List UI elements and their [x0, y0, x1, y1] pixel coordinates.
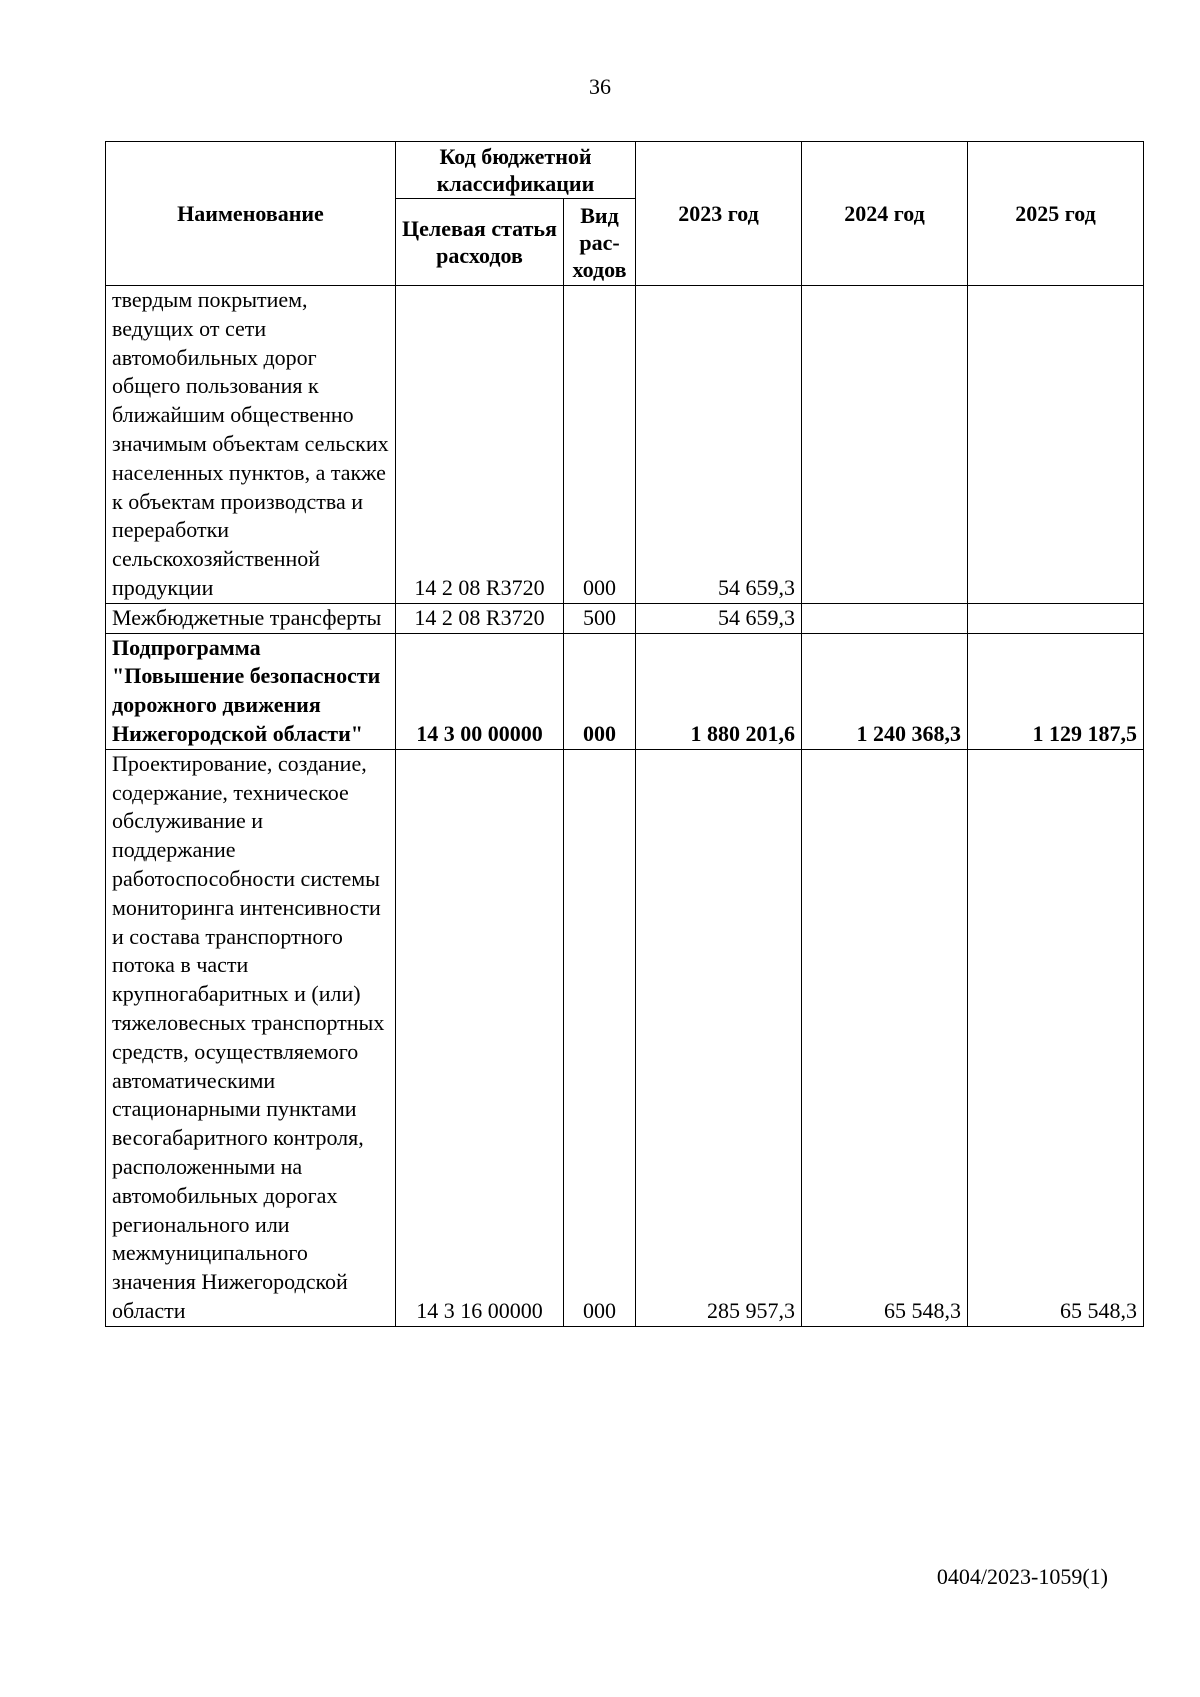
- document-code: 0404/2023-1059(1): [936, 1564, 1108, 1589]
- header-2025: 2025 год: [968, 142, 1144, 286]
- row-2025: 1 129 187,5: [968, 633, 1144, 749]
- row-2023: 285 957,3: [636, 749, 802, 1326]
- row-name: Подпрограмма "Повышение безопасности дорожного движения Нижегородской области": [106, 633, 396, 749]
- header-2024: 2024 год: [802, 142, 968, 286]
- header-target-article: Целевая статья расходов: [396, 199, 564, 286]
- table-row: [106, 603, 1144, 633]
- row-2023: 54 659,3: [636, 286, 802, 604]
- row-2025: [968, 603, 1144, 633]
- row-2024: 65 548,3: [802, 749, 968, 1326]
- row-name: Проектирование, создание, содержание, техническое обслуживание и поддержание работоспособности системы мониторинга интенсивности и состава транспортного потока в части крупногабаритных и (или) тяжеловесных транспортных средств, осуществляемого автоматическими стационарными пунктами весогабаритного контроля, расположенными на автомобильных дорогах регионального или межмуниципального значения Нижегородской области: [106, 749, 396, 1326]
- row-target-article: 14 3 16 00000: [396, 749, 564, 1326]
- row-2024: [802, 603, 968, 633]
- row-target-article: 14 2 08 R3720: [396, 286, 564, 604]
- budget-table: [105, 141, 1144, 1327]
- header-code-group: Код бюджетной классификации: [396, 142, 636, 199]
- header-expense-type: Вид рас-ходов: [564, 199, 636, 286]
- header-name: Наименование: [106, 142, 396, 286]
- row-target-article: 14 2 08 R3720: [396, 603, 564, 633]
- row-expense-type: 000: [564, 749, 636, 1326]
- table-row-subprogram: [106, 633, 1144, 749]
- row-name: Межбюджетные трансферты: [106, 603, 396, 633]
- header-2023: 2023 год: [636, 142, 802, 286]
- row-2023: 54 659,3: [636, 603, 802, 633]
- row-2025: 65 548,3: [968, 749, 1144, 1326]
- row-2024: [802, 286, 968, 604]
- row-target-article: 14 3 00 00000: [396, 633, 564, 749]
- table-row: [106, 286, 1144, 604]
- row-expense-type: 500: [564, 603, 636, 633]
- row-expense-type: 000: [564, 286, 636, 604]
- row-expense-type: 000: [564, 633, 636, 749]
- row-name: твердым покрытием, ведущих от сети автомобильных дорог общего пользования к ближайшим общественно значимым объектам сельских населенных пунктов, а также к объектам производства и переработки сельскохозяйственной продукции: [106, 286, 396, 604]
- row-2024: 1 240 368,3: [802, 633, 968, 749]
- row-2023: 1 880 201,6: [636, 633, 802, 749]
- page-number: 36: [589, 74, 611, 99]
- row-2025: [968, 286, 1144, 604]
- table-row: [106, 749, 1144, 1326]
